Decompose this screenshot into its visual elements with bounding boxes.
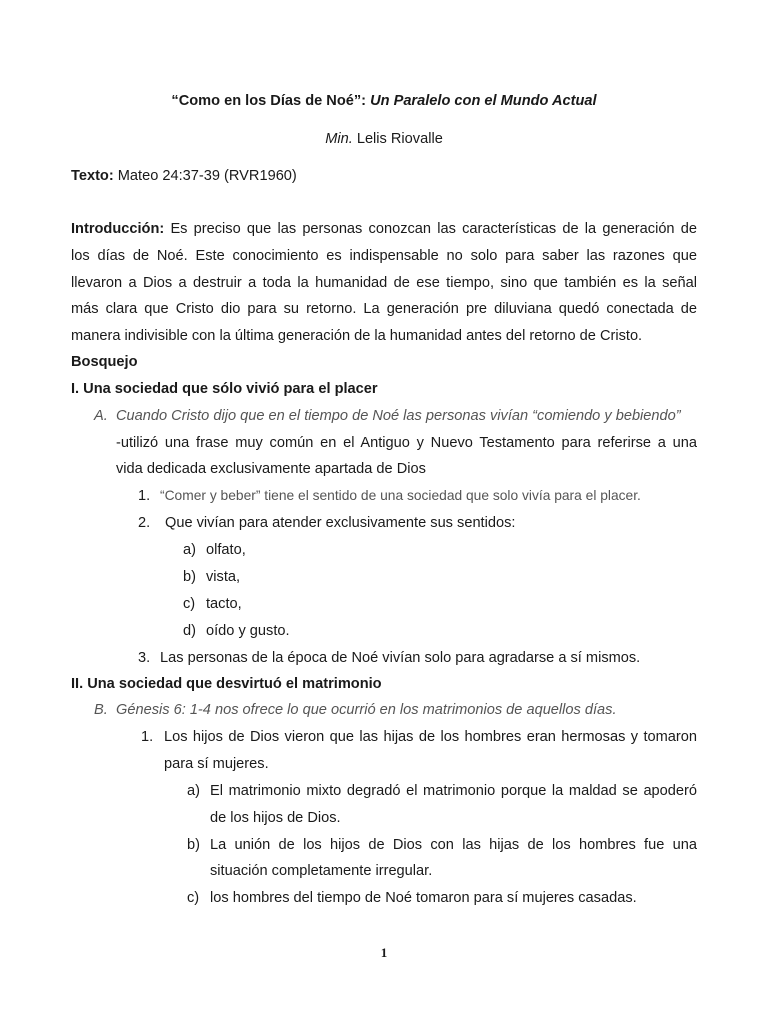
sense-text: vista, <box>206 569 241 585</box>
list-item-number: 1. <box>138 488 151 504</box>
list-item-text: Los hijos de Dios vieron que las hijas de los hombres eran hermosas y tomaron <box>164 729 697 745</box>
title-italic-part: Un Paralelo con el Mundo Actual <box>370 93 597 109</box>
intro-line-4: más clara que Cristo dio para su retorno. La generación pre diluviana quedó conectada de <box>71 301 697 317</box>
point-b-marker: B. <box>94 702 108 718</box>
sub-item-marker: a) <box>187 783 200 799</box>
sense-text: oído y gusto. <box>206 623 290 639</box>
author-line <box>0 130 768 148</box>
list-item-number: 3. <box>138 650 151 666</box>
intro-label: Introducción: <box>71 221 165 237</box>
text-reference-value: Mateo 24:37-39 (RVR1960) <box>117 168 297 184</box>
sub-item-marker: b) <box>187 837 200 853</box>
list-item-text: Las personas de la época de Noé vivían solo para agradarse a sí mismos. <box>160 650 641 666</box>
document-title <box>0 92 768 110</box>
author-prefix: Min. <box>325 131 353 147</box>
intro-line-3: llevaron a Dios a destruir a toda la humanidad de ese tiempo, sino que también es la señal <box>71 275 697 291</box>
list-item-text: “Comer y beber” tiene el sentido de una sociedad que solo vivía para el placer. <box>160 488 641 503</box>
sense-marker: c) <box>183 596 196 612</box>
intro-line-2: los días de Noé. Este conocimiento es indispensable no solo para saber las razones que <box>71 248 697 264</box>
text-reference <box>71 167 297 185</box>
list-item-text-continuation: para sí mujeres. <box>164 756 269 772</box>
point-a-continuation-2: vida dedicada exclusivamente apartada de Dios <box>116 461 426 477</box>
intro-line-1 <box>71 220 697 238</box>
point-a-text: Cuando Cristo dijo que en el tiempo de Noé las personas vivían “comiendo y bebiendo” <box>116 408 681 424</box>
title-quote-part: “Como en los Días de Noé”: <box>171 93 367 109</box>
sense-text: tacto, <box>206 596 242 612</box>
text-reference-label: Texto: <box>71 168 114 184</box>
list-item-text: Que vivían para atender exclusivamente sus sentidos: <box>165 515 516 531</box>
sub-item-text: los hombres del tiempo de Noé tomaron para sí mujeres casadas. <box>210 890 637 906</box>
sub-item-text-continuation: de los hijos de Dios. <box>210 810 341 826</box>
point-a-marker: A. <box>94 408 108 424</box>
point-b-text: Génesis 6: 1-4 nos ofrece lo que ocurrió en los matrimonios de aquellos días. <box>116 702 617 718</box>
sense-text: olfato, <box>206 542 246 558</box>
sub-item-text-continuation: situación completamente irregular. <box>210 863 433 879</box>
sub-item-marker: c) <box>187 890 200 906</box>
intro-line-5: manera indivisible con la última generación de la humanidad antes del retorno de Cristo. <box>71 328 643 344</box>
section-1-title: I. Una sociedad que sólo vivió para el placer <box>71 381 378 397</box>
intro-text-1: Es preciso que las personas conozcan las características de la generación de <box>170 221 697 237</box>
outline-heading: Bosquejo <box>71 354 138 370</box>
page-number: 1 <box>380 945 388 960</box>
sense-marker: d) <box>183 623 196 639</box>
list-item-number: 1. <box>141 729 154 745</box>
author-name: Lelis Riovalle <box>356 131 443 147</box>
section-2-title: II. Una sociedad que desvirtuó el matrimonio <box>71 676 382 692</box>
sub-item-text: La unión de los hijos de Dios con las hijas de los hombres fue una <box>210 837 697 853</box>
list-item-number: 2. <box>138 515 151 531</box>
sense-marker: a) <box>183 542 196 558</box>
sense-marker: b) <box>183 569 196 585</box>
point-a-continuation-1: -utilizó una frase muy común en el Antiguo y Nuevo Testamento para referirse a una <box>116 435 697 451</box>
sub-item-text: El matrimonio mixto degradó el matrimonio porque la maldad se apoderó <box>210 783 697 799</box>
